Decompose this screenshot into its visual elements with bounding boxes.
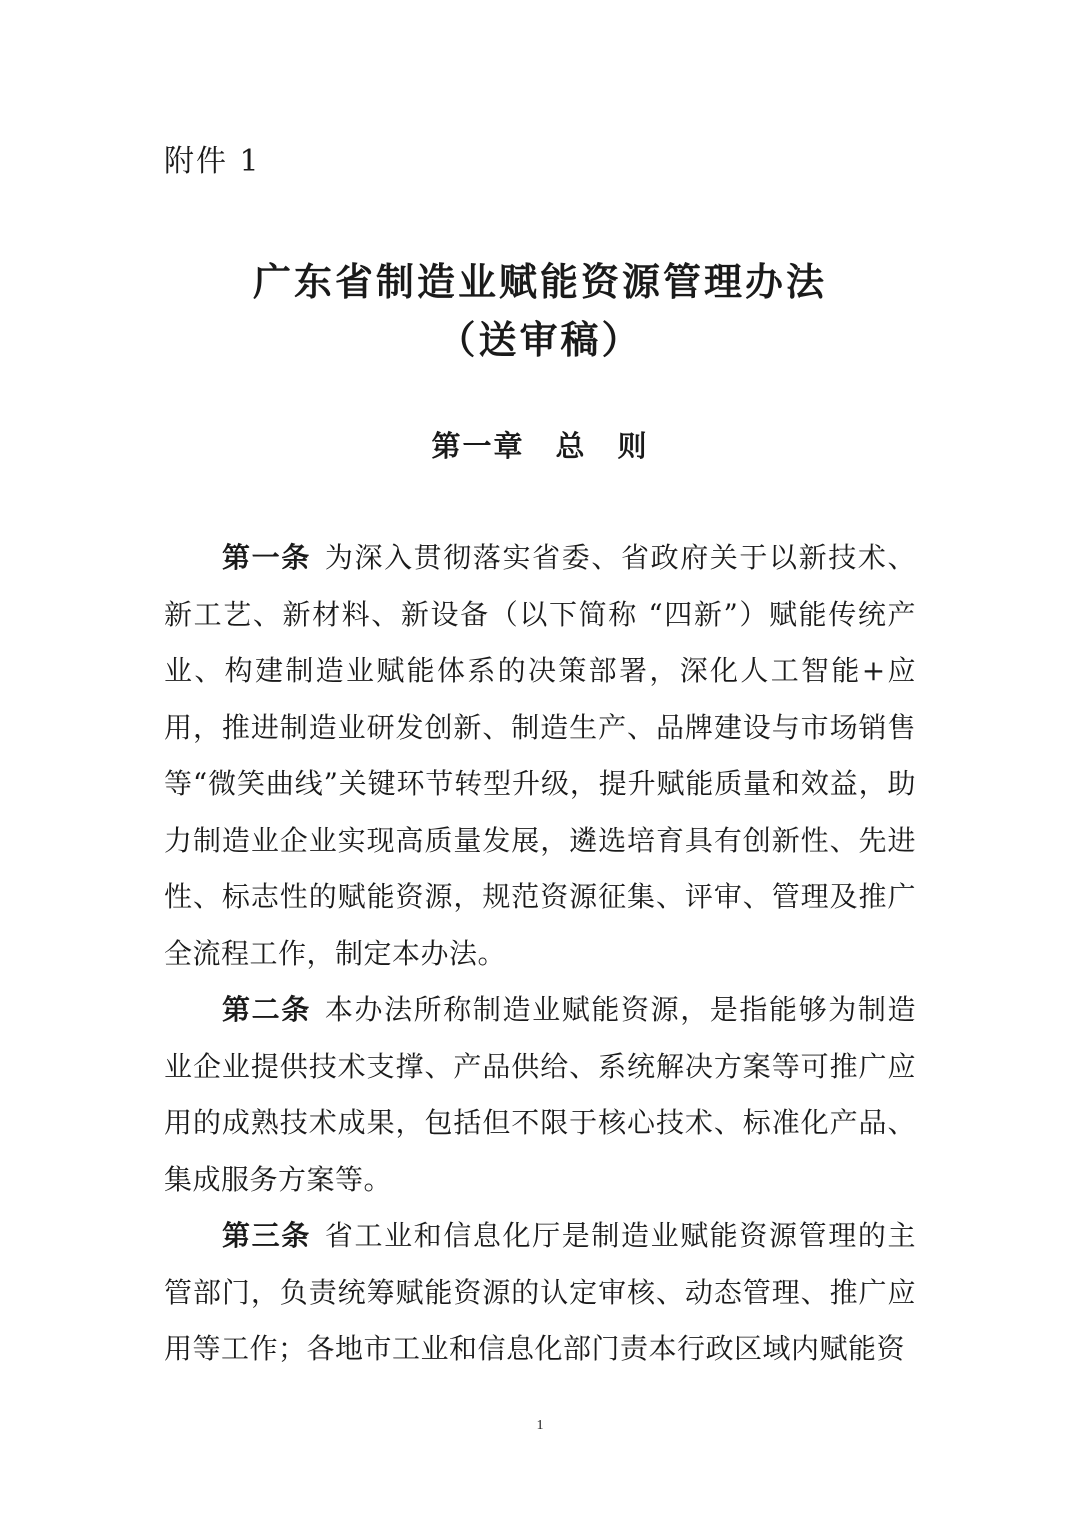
- document-title: 广东省制造业赋能资源管理办法: [252, 260, 827, 304]
- article-3: [164, 1208, 916, 1378]
- document-body: [164, 530, 916, 1378]
- article-1-text: 为深入贯彻落实省委、省政府关于以新技术、新工艺、新材料、新设备（以下简称 “四新”）赋能传统产业、构建制造业赋能体系的决策部署，深化人工智能+应用，推进制造业研发创新、制造生产、品牌建设与市场销售等“微笑曲线”关键环节转型升级，提升赋能质量和效益，助力制造业企业实现高质量发展，遴选培育具有创新性、先进性、标志性的赋能资源，规范资源征集、评审、管理及推广全流程工作，制定本办法。: [164, 541, 916, 970]
- article-3-text: 省工业和信息化厅是制造业赋能资源管理的主管部门，负责统筹赋能资源的认定审核、动态管理、推广应用等工作；各地市工业和信息化部门责本行政区域内赋能资: [164, 1219, 916, 1365]
- article-1: [164, 530, 916, 982]
- article-2-title: 第二条: [222, 993, 311, 1026]
- article-1-title: 第一条: [222, 541, 311, 574]
- attachment-label: 附件 1: [164, 144, 261, 179]
- article-2-text: 本办法所称制造业赋能资源，是指能够为制造业企业提供技术支撑、产品供给、系统解决方案等可推广应用的成熟技术成果，包括但不限于核心技术、标准化产品、集成服务方案等。: [164, 993, 916, 1196]
- chapter-heading: 第一章 总 则: [431, 429, 649, 463]
- document-subtitle: （送审稿）: [437, 318, 643, 362]
- article-3-title: 第三条: [222, 1219, 311, 1252]
- article-2: [164, 982, 916, 1208]
- page-number: 1: [536, 1418, 544, 1433]
